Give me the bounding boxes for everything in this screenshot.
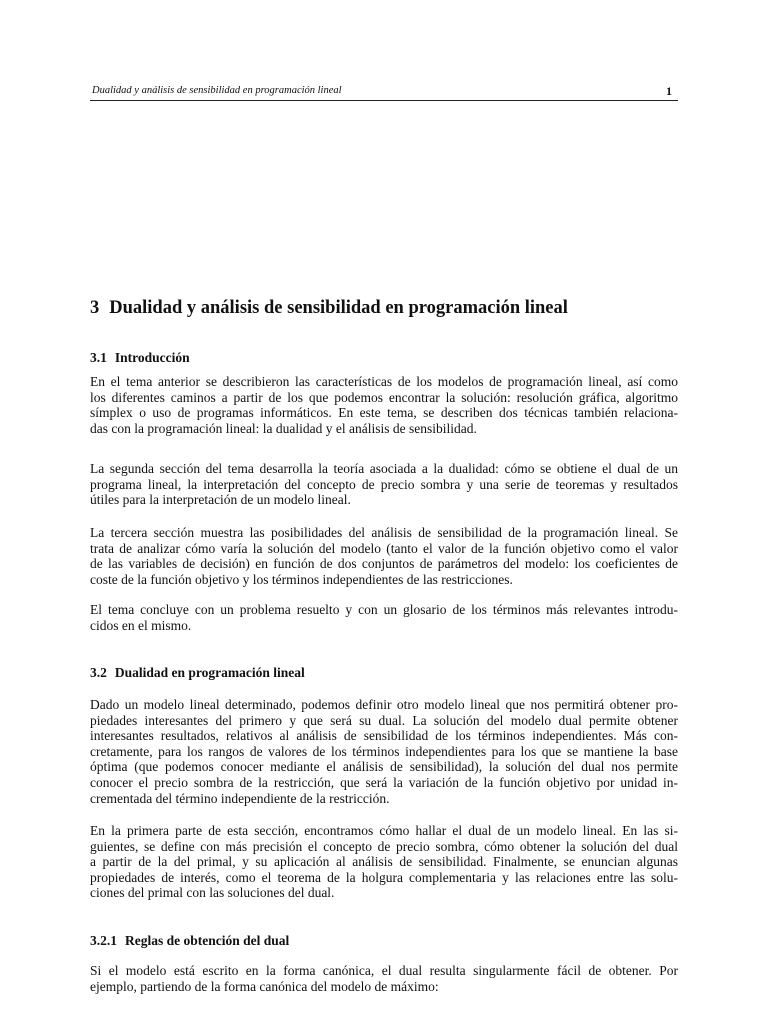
subsection-heading-reglas xyxy=(90,933,289,949)
page-number: 1 xyxy=(666,84,672,98)
section-number: 3.2 xyxy=(90,665,107,680)
section-heading-introduccion xyxy=(90,350,190,366)
text-line: programa lineal, la interpretación del concepto de precio sombra y una serie de teoremas y resultados xyxy=(90,476,678,492)
text-line: Si el modelo está escrito en la forma canónica, el dual resulta singularmente fácil de obtener. Por xyxy=(90,963,678,978)
section-heading-dualidad xyxy=(90,665,305,681)
paragraph xyxy=(90,823,678,901)
text-line: El tema concluye con un problema resuelto y con un glosario de los términos más relevantes introdu- xyxy=(90,602,678,617)
text-line: La tercera sección muestra las posibilidades del análisis de sensibilidad de la programación lineal. Se xyxy=(90,525,678,540)
text-line: conocer el precio sombra de la restricción, que será la variación de la función objetivo por unidad in- xyxy=(90,774,678,790)
text-line: interesantes resultados, relativos al análisis de sensibilidad de los términos independientes. Más con- xyxy=(90,728,678,744)
section-number: 3.1 xyxy=(90,350,107,365)
text-line: propiedades de interés, como el teorema de la holgura complementaria y las relaciones entre las solu- xyxy=(90,869,678,885)
paragraph xyxy=(90,374,678,436)
running-header xyxy=(90,84,678,101)
paragraph xyxy=(90,963,678,994)
paragraph xyxy=(90,461,678,508)
text-line: das con la programación lineal: la dualidad y el análisis de sensibilidad. xyxy=(90,420,477,436)
text-line: coste de la función objetivo y los términos independientes de las restricciones. xyxy=(90,571,513,587)
text-line: crementada del término independiente de la restricción. xyxy=(90,790,390,806)
text-line: cretamente, para los rangos de valores de los términos independientes para los que se mantiene la base xyxy=(90,743,678,759)
paragraph xyxy=(90,697,678,806)
section-number: 3.2.1 xyxy=(90,933,117,948)
text-line: Dado un modelo lineal determinado, podemos definir otro modelo lineal que nos permitirá obtener pro- xyxy=(90,697,678,712)
paragraph xyxy=(90,602,678,633)
text-line: símplex o uso de programas informáticos. En este tema, se describen dos técnicas también relaciona- xyxy=(90,405,678,421)
text-line: guientes, se define con más precisión el concepto de precio sombra, cómo obtener la solución del dual xyxy=(90,838,678,854)
text-line: En la primera parte de esta sección, encontramos cómo hallar el dual de un modelo lineal. En las si- xyxy=(90,823,678,838)
text-line: La segunda sección del tema desarrolla la teoría asociada a la dualidad: cómo se obtiene el dual de un xyxy=(90,461,678,476)
text-line: de las variables de decisión) en función de dos conjuntos de parámetros del modelo: los coeficientes de xyxy=(90,556,678,572)
text-line: cidos en el mismo. xyxy=(90,617,192,633)
text-line: óptima (que podemos conocer mediante el análisis de sensibilidad), la solución del dual nos permite xyxy=(90,759,678,775)
section-title-text: Dualidad en programación lineal xyxy=(114,665,305,680)
running-title: Dualidad y análisis de sensibilidad en programación lineal xyxy=(92,85,342,96)
paragraph xyxy=(90,525,678,587)
chapter-title xyxy=(90,298,568,319)
text-line: los diferentes caminos a partir de los que podemos encontrar la solución: resolución gráfica, algoritmo xyxy=(90,389,678,405)
text-line: útiles para la interpretación de un modelo lineal. xyxy=(90,492,351,508)
section-title-text: Reglas de obtención del dual xyxy=(125,933,290,948)
chapter-number: 3 xyxy=(90,298,100,318)
text-line: trata de analizar cómo varía la solución del modelo (tanto el valor de la función objetivo como el valor xyxy=(90,540,678,556)
text-line: ejemplo, partiendo de la forma canónica del modelo de máximo: xyxy=(90,978,439,994)
section-title-text: Introducción xyxy=(114,350,190,365)
text-line: a partir de la del primal, y su aplicación al análisis de sensibilidad. Finalmente, se enuncian algunas xyxy=(90,854,678,870)
chapter-title-text: Dualidad y análisis de sensibilidad en programación lineal xyxy=(109,298,568,318)
text-line: ciones del primal con las soluciones del dual. xyxy=(90,885,335,901)
text-line: En el tema anterior se describieron las características de los modelos de programación lineal, así como xyxy=(90,374,678,389)
text-line: piedades interesantes del primero y que será su dual. La solución del modelo dual permite obtener xyxy=(90,712,678,728)
